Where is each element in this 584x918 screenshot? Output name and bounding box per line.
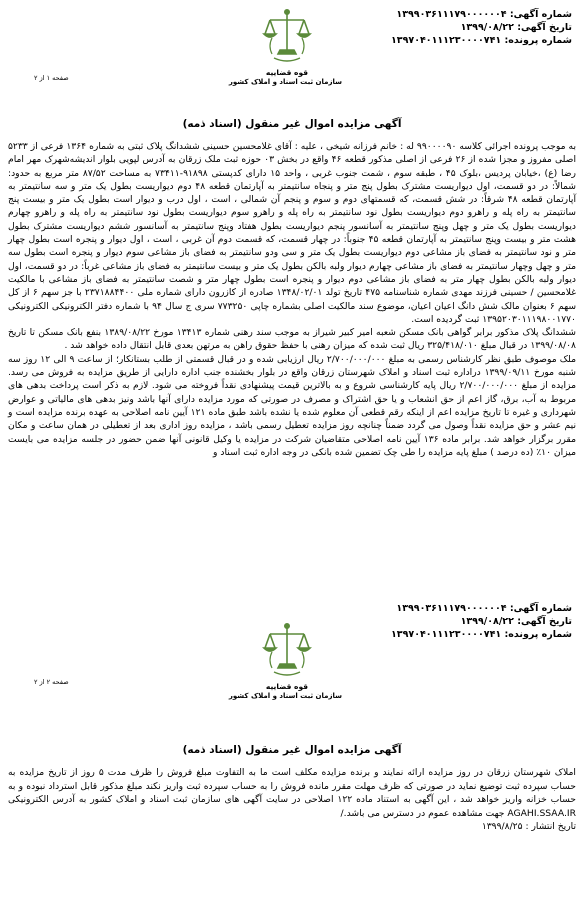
publication-date: تاریخ انتشار : ۱۳۹۹/۸/۲۵ bbox=[481, 821, 576, 832]
notice-title: آگهی مزایده اموال غیر منقول (اسناد ذمه) bbox=[182, 118, 402, 130]
notice-body bbox=[8, 140, 576, 459]
notice-number: شماره آگهی: ۱۳۹۹۰۳۶۱۱۱۷۹۰۰۰۰۰۰۴ bbox=[396, 603, 572, 614]
page-number: صفحه ۱ از ۲ bbox=[34, 74, 69, 82]
scales-of-justice-icon bbox=[262, 620, 312, 682]
page-number: صفحه ۲ از ۲ bbox=[34, 678, 69, 686]
notice-meta bbox=[391, 602, 572, 641]
paragraph: به موجب پرونده اجرائی کلاسه ۹۹۰۰۰۰۹۰ له : خانم فرزانه شیخی ، علیه : آقای غلامحسین حسینی ششدانگ پلاک ثبتی به شماره ۱۳۶۴ فرعی از ۵۲۳۳ اصلی مفروز و مجزا شده از ۲۶ فرعی از اصلی مذکور قطعه ۴۶ واقع در بخش ۰۳ حوزه ثبت ملک زرقان به آدرس لپویی بلوار اندیشه‌شهرک مهر امام رضا (ع) ،خیابان پردیس ،بلوک ۴۵ ، طبقه سوم ، شمت جنوب غربی ، واحد ۱۵ دارای کدپستی ۹۱۸۹۸-۷۳۴۱۱ به مساحت ۸۷/۵۲ متر مربع به حدود: شمالاً: در دو قسمت، اول دیواریست مشترک بطول پنج متر و پنجاه سانتیمتر به آپارتمان قطعه ۴۸ دوم دیواریست بطول یک متر و سه سانتیمتر به آپارتمان قطعه ۴۸ شرقاً: در شش قسمت، که قسمتهای دوم و سوم و پنجم آن شمالی ، است ، اول درب و دیوار است بطول یک متر و بیست پنج سانتیمتر به راه پله و راهرو دوم دیواریست بطول نود سانتیمتر به راه پله و راهرو سوم دیواریست بطول نود سانتیمتر به راه پله و راهرو چهارم دیواریست بطول یک متر و چهل وپنج سانتیمتر به آسانسور پنجم دیواریست بطول هفتاد وپنج سانتیمتر به آسانسور ششم دیواریست مشترک بطول هشت متر و بیست وپنج سانتیمتر به آپارتمان قطعه ۴۵ جنوباً: در چهار قسمت، که قسمت دوم آن غربی ، است ، اول دیوار و پنجره است بطول چهار متر و نود سانتیمتر به فضای باز مشاعی دوم دیواریست بطول یک متر و سی ودو سانتیمتر به فضای باز مشاعی سوم دیوار و پنجره است بطول سه متر و چهل وچهار سانتیمتر به فضای باز مشاعی چهارم دیوار ولبه بالکن بطول یک متر و بیست سانتیمتر به فضای باز مشاعی غرباً: در دو قسمت، اول دیوار ولبه بالکن بطول چهار متر به فضای باز مشاعی دوم دیوار و پنجره است بطول چهار متر و شصت سانتیمتر به فضای باز مشاعی با مالکیت غلامحسین / حسینی فرزند مهدی شماره شناسنامه ۴۷۵ تاریخ تولد ۱۳۴۸/۰۲/۰۱ صادره از کازرون دارای شماره ملی ۲۳۷۱۸۸۴۴۰۰ با جز سهم ۶ از کل سهم ۶ بعنوان مالک شش دانگ اعیان اعیان، موضوع سند مالکیت اصلی بشماره چاپی ۷۷۳۲۵۰ سری ج سال ۹۴ با شماره دفتر الکترونیکی الکترونیکی ۱۳۹۵۲۰۳۰۱۱۱۹۸۰۰۱۷۷۰ ثبت گردیده است. bbox=[8, 141, 577, 325]
emblem-org-name: قوه قضاییه bbox=[265, 68, 309, 77]
document-page-2 bbox=[0, 594, 584, 918]
notice-meta bbox=[391, 8, 572, 47]
notice-number: شماره آگهی: ۱۳۹۹۰۳۶۱۱۱۷۹۰۰۰۰۰۰۴ bbox=[396, 9, 572, 20]
notice-date: تاریخ آگهی: ۱۳۹۹/۰۸/۲۲ bbox=[460, 22, 572, 33]
scales-of-justice-icon bbox=[262, 6, 312, 68]
notice-body bbox=[8, 766, 576, 834]
paragraph: ششدانگ پلاک مذکور برابر گواهی بانک مسکن شعبه امیر کبیر شیراز به موجب سند رهنی شماره ۱۳۴۱۳ مورخ ۱۳۸۹/۰۸/۲۲ بنفع بانک مسکن تا تاریخ ۱۳۹۹/۰۸/۰۸ در قبال مبلغ ۳۲۵/۴۱۸/۰۱۰ ریال ثبت شده که میزان رهنی با حفظ حقوق راهن به مرتهن بعدی قابل انتقال داده خواهد شد . bbox=[8, 327, 576, 352]
file-number: شماره پرونده: ۱۳۹۷۰۴۰۱۱۱۲۳۰۰۰۰۷۴۱ bbox=[391, 35, 572, 46]
notice-date: تاریخ آگهی: ۱۳۹۹/۰۸/۲۲ bbox=[460, 616, 572, 627]
paragraph: ملک موصوف طبق نظر کارشناس رسمی به مبلغ ۲/۷۰۰/۰۰۰/۰۰۰ ریال ارزیابی شده و در قبال قسمتی از طلب بستانکار؛ از ساعت ۹ الی ۱۲ روز سه شنبه مورخ ۱۳۹۹/۰۹/۱۱ دراداره ثبت اسناد و املاک شهرستان زرقان واقع در بلوار بخشنده جنب اداره دارایی از طریق مزایده به فروش می رسد. مزایده از مبلغ ۲/۷۰۰/۰۰۰/۰۰۰ ریال پایه کارشناسی شروع و به بالاترین قیمت پیشنهادی نقداً فروخته می شود. لازم به ذکر است پرداخت بدهی های مربوط به آب، برق، گاز اعم از حق انشعاب و یا حق اشتراک و مصرف در صورتی که مورد مزایده دارای آنها باشد ونیز بدهی های مالیاتی و عوارض شهرداری و غیره تا تاریخ مزایده اعم از اینکه رقم قطعی آن معلوم شده یا نشده باشد طبق ماده ۱۲۱ آیین نامه اصلاحی به عهده برنده مزایده است و نیم عشر و حق مزایده نقداً وصول می گردد ضمناً چنانچه روز مزایده تعطیل رسمی باشد ، مزایده روز اداری بعد از تعطیلی در همان ساعت و مکان مقرر برگزار خواهد شد. برابر ماده ۱۳۶ آیین نامه اصلاحی متقاضیان شرکت در مزایده یا وکیل قانونی آنها ضمن حضور در جلسه مزایده می بایست میزان ۱۰٪ (ده درصد ) مبلغ پایه مزایده را طی چک تضمین شده بانکی در وجه اداره ثبت اسناد و bbox=[8, 353, 577, 458]
file-number: شماره پرونده: ۱۳۹۷۰۴۰۱۱۱۲۳۰۰۰۰۷۴۱ bbox=[391, 629, 572, 640]
judiciary-emblem bbox=[228, 6, 342, 86]
emblem-org-name: قوه قضاییه bbox=[265, 682, 309, 691]
judiciary-emblem bbox=[228, 620, 342, 700]
emblem-org-subtitle: سازمان ثبت اسناد و املاک کشور bbox=[228, 692, 342, 700]
paragraph: املاک شهرستان زرقان در روز مزایده ارائه نمایند و برنده مزایده مکلف است ما به التفاوت مبلغ فروش را ظرف مدت ۵ روز از تاریخ مزایده به حساب سپرده ثبت توضیع نماید در صورتی که ظرف مهلت مقرر مانده فروش را به حساب سپرده ثبت واریز نکند مبلغ مذکور قابل استرداد نبوده و به حساب خزانه واریز خواهد شد ، این آگهی به استناد ماده ۱۲۲ اصلاحی در سایت آگهی های سازمان ثبت اسناد و املاک کشور به آدرس الکترونیکی AGAHI.SSAA.IR جهت مشاهده عموم در دسترس می باشد./ bbox=[8, 767, 576, 819]
emblem-org-subtitle: سازمان ثبت اسناد و املاک کشور bbox=[228, 78, 342, 86]
notice-title: آگهی مزایده اموال غیر منقول (اسناد ذمه) bbox=[182, 744, 402, 756]
